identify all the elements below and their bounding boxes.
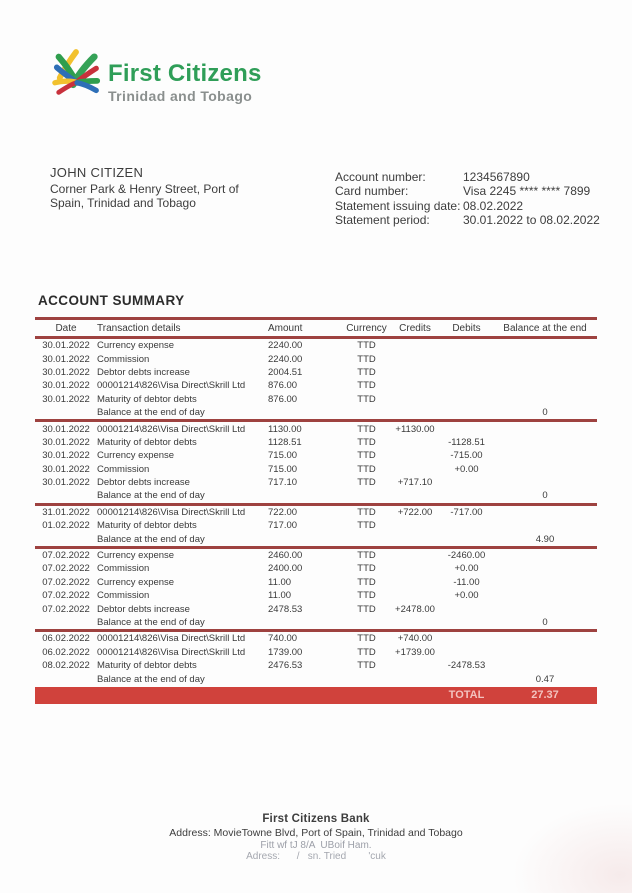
issuing-date-value: 08.02.2022 bbox=[463, 198, 524, 213]
cell-amount: 1739.00 bbox=[268, 646, 303, 658]
cell-details: Maturity of debtor debts bbox=[97, 436, 197, 448]
cell-debits: -2460.00 bbox=[447, 550, 486, 562]
table-row bbox=[35, 506, 597, 519]
cell-amount: 1128.51 bbox=[268, 436, 302, 448]
cell-date: 30.01.2022 bbox=[42, 380, 90, 392]
cell-date: 31.01.2022 bbox=[42, 506, 90, 518]
cell-debits: +0.00 bbox=[454, 590, 479, 602]
cell-currency: TTD bbox=[357, 436, 376, 448]
cell-date: 07.02.2022 bbox=[42, 563, 90, 575]
cell-currency: TTD bbox=[357, 450, 376, 462]
cell-amount: 876.00 bbox=[268, 393, 298, 405]
account-number-label: Account number: bbox=[335, 170, 426, 184]
cell-amount: 2460.00 bbox=[268, 550, 303, 562]
cell-currency: TTD bbox=[357, 423, 376, 435]
total-label: TOTAL bbox=[448, 689, 485, 702]
table-row bbox=[35, 576, 597, 589]
cell-currency: TTD bbox=[357, 633, 376, 645]
balance-of-day-value: 0 bbox=[542, 617, 548, 628]
cell-details: Currency expense bbox=[97, 550, 175, 562]
column-header: Date bbox=[55, 322, 77, 334]
balance-of-day-value: 0.47 bbox=[535, 673, 555, 685]
table-row bbox=[35, 352, 597, 365]
table-row bbox=[35, 659, 597, 672]
first-citizens-logo-icon bbox=[52, 47, 102, 107]
account-number-value: 1234567890 bbox=[463, 170, 530, 184]
balance-of-day-row bbox=[35, 532, 597, 545]
table-row bbox=[35, 602, 597, 615]
card-number-label: Card number: bbox=[335, 184, 409, 199]
cell-amount: 722.00 bbox=[268, 506, 298, 518]
balance-of-day-label: Balance at the end of day bbox=[97, 617, 205, 628]
table-row bbox=[35, 339, 597, 352]
cell-details: Debtor debts increase bbox=[97, 366, 190, 378]
table-row bbox=[35, 549, 597, 562]
cell-currency: TTD bbox=[357, 520, 376, 532]
cell-currency: TTD bbox=[357, 576, 376, 588]
balance-of-day-label: Balance at the end of day bbox=[97, 407, 205, 419]
cell-debits: -717.00 bbox=[450, 506, 483, 518]
column-header: Transaction details bbox=[97, 322, 181, 334]
cell-amount: 2478.53 bbox=[268, 603, 303, 615]
statement-info-row bbox=[335, 184, 600, 198]
footer-scan-artifact-line1: Fitt wf tJ 8/A UBoif Ham. bbox=[260, 840, 372, 851]
cell-credits: +2478.00 bbox=[395, 603, 435, 615]
cell-currency: TTD bbox=[357, 550, 376, 562]
cell-amount: 1130.00 bbox=[268, 423, 302, 435]
cell-amount: 2476.53 bbox=[268, 660, 303, 672]
table-row bbox=[35, 519, 597, 532]
footer bbox=[0, 813, 632, 862]
cell-credits: +717.10 bbox=[397, 477, 433, 489]
balance-of-day-value: 4.90 bbox=[535, 533, 555, 545]
cell-details: Currency expense bbox=[97, 340, 175, 352]
account-holder-block bbox=[50, 166, 239, 210]
cell-details: 00001214\826\Visa Direct\Skrill Ltd bbox=[97, 633, 246, 645]
cell-currency: TTD bbox=[357, 646, 376, 658]
cell-amount: 715.00 bbox=[268, 463, 298, 475]
statement-period-label: Statement period: bbox=[335, 213, 430, 228]
issuing-date-label: Statement issuing date: bbox=[335, 198, 461, 213]
table-row bbox=[35, 476, 597, 489]
footer-bank-address: Address: MovieTowne Blvd, Port of Spain, Trinidad and Tobago bbox=[169, 827, 463, 839]
balance-of-day-label: Balance at the end of day bbox=[97, 673, 205, 685]
cell-debits: -1128.51 bbox=[448, 436, 485, 448]
cell-date: 06.02.2022 bbox=[42, 646, 90, 658]
cell-debits: -11.00 bbox=[453, 576, 480, 588]
balance-of-day-value: 0 bbox=[542, 490, 548, 502]
cell-details: Maturity of debtor debts bbox=[97, 520, 197, 532]
cell-date: 30.01.2022 bbox=[42, 450, 90, 462]
statement-info-row bbox=[335, 170, 600, 184]
cell-details: Commission bbox=[97, 563, 150, 575]
cell-date: 07.02.2022 bbox=[42, 576, 90, 588]
table-row bbox=[35, 422, 597, 435]
cell-date: 07.02.2022 bbox=[42, 550, 90, 562]
cell-date: 01.02.2022 bbox=[42, 520, 90, 532]
cell-amount: 2240.00 bbox=[268, 353, 303, 365]
cell-details: Maturity of debtor debts bbox=[97, 660, 197, 672]
balance-of-day-label: Balance at the end of day bbox=[97, 533, 205, 545]
cell-details: Maturity of debtor debts bbox=[97, 393, 197, 405]
cell-currency: TTD bbox=[357, 380, 376, 392]
cell-amount: 717.10 bbox=[268, 477, 298, 489]
cell-date: 07.02.2022 bbox=[42, 590, 90, 602]
balance-of-day-row bbox=[35, 489, 597, 502]
cell-details: 00001214\826\Visa Direct\Skrill Ltd bbox=[97, 423, 246, 435]
cell-details: 00001214\826\Visa Direct\Skrill Ltd bbox=[97, 506, 246, 518]
cell-date: 08.02.2022 bbox=[42, 660, 90, 672]
cell-amount: 876.00 bbox=[268, 380, 298, 392]
account-holder-address-line1: Corner Park & Henry Street, Port of bbox=[50, 182, 239, 196]
cell-date: 30.01.2022 bbox=[42, 423, 90, 435]
total-row bbox=[35, 687, 597, 704]
account-holder-address-line2: Spain, Trinidad and Tobago bbox=[50, 196, 196, 210]
cell-details: Commission bbox=[97, 590, 150, 602]
table-row bbox=[35, 449, 597, 462]
summary-table bbox=[35, 317, 597, 704]
cell-details: 00001214\826\Visa Direct\Skrill Ltd bbox=[97, 646, 246, 658]
cell-credits: +1130.00 bbox=[395, 423, 435, 435]
total-value: 27.37 bbox=[531, 689, 559, 702]
cell-details: Commission bbox=[97, 463, 150, 475]
column-header: Balance at the end bbox=[503, 322, 587, 334]
cell-details: 00001214\826\Visa Direct\Skrill Ltd bbox=[97, 380, 246, 392]
cell-currency: TTD bbox=[357, 477, 376, 489]
cell-details: Debtor debts increase bbox=[97, 477, 190, 489]
cell-date: 30.01.2022 bbox=[42, 477, 90, 489]
cell-date: 06.02.2022 bbox=[42, 633, 90, 645]
cell-debits: -715.00 bbox=[450, 450, 483, 462]
cell-currency: TTD bbox=[357, 563, 376, 575]
cell-date: 30.01.2022 bbox=[42, 393, 90, 405]
cell-details: Currency expense bbox=[97, 576, 175, 588]
statement-info-block bbox=[335, 170, 600, 228]
cell-debits: +0.00 bbox=[454, 563, 479, 575]
cell-credits: +740.00 bbox=[397, 633, 433, 645]
cell-credits: +1739.00 bbox=[395, 646, 435, 658]
logo-text bbox=[108, 47, 262, 107]
cell-date: 30.01.2022 bbox=[42, 366, 90, 378]
cell-currency: TTD bbox=[357, 353, 376, 365]
cell-amount: 2004.51 bbox=[268, 366, 303, 378]
table-row bbox=[35, 436, 597, 449]
balance-of-day-row bbox=[35, 406, 597, 419]
card-number-value: Visa 2245 **** **** 7899 bbox=[463, 184, 591, 199]
cell-amount: 740.00 bbox=[268, 633, 298, 645]
cell-date: 30.01.2022 bbox=[42, 436, 90, 448]
cell-amount: 11.00 bbox=[268, 590, 292, 602]
cell-currency: TTD bbox=[357, 590, 376, 602]
cell-amount: 717.00 bbox=[268, 520, 298, 532]
cell-details: Debtor debts increase bbox=[97, 603, 190, 615]
cell-debits: +0.00 bbox=[454, 463, 479, 475]
bank-logo bbox=[52, 47, 262, 107]
cell-debits: -2478.53 bbox=[447, 660, 486, 672]
table-row bbox=[35, 562, 597, 575]
column-header: Credits bbox=[399, 322, 431, 334]
table-row bbox=[35, 646, 597, 659]
table-row bbox=[35, 632, 597, 645]
brand-region: Trinidad and Tobago bbox=[108, 88, 253, 105]
footer-scan-artifact-line2: Adress: / sn. Tried 'cuk bbox=[246, 851, 386, 862]
statement-info-row bbox=[335, 213, 600, 227]
cell-currency: TTD bbox=[357, 506, 376, 518]
column-header: Amount bbox=[268, 322, 303, 334]
account-summary-title: ACCOUNT SUMMARY bbox=[38, 293, 185, 308]
balance-of-day-row bbox=[35, 672, 597, 685]
cell-currency: TTD bbox=[357, 393, 376, 405]
cell-date: 07.02.2022 bbox=[42, 603, 90, 615]
table-row bbox=[35, 366, 597, 379]
cell-currency: TTD bbox=[357, 603, 376, 615]
statement-info-row bbox=[335, 199, 600, 213]
table-row bbox=[35, 589, 597, 602]
column-header: Currency bbox=[346, 322, 387, 334]
cell-credits: +722.00 bbox=[397, 506, 433, 518]
balance-of-day-row bbox=[35, 616, 597, 629]
cell-amount: 11.00 bbox=[268, 576, 292, 588]
table-row bbox=[35, 379, 597, 392]
table-row bbox=[35, 393, 597, 406]
cell-amount: 2240.00 bbox=[268, 340, 303, 352]
cell-amount: 715.00 bbox=[268, 450, 298, 462]
balance-of-day-value: 0 bbox=[542, 407, 548, 419]
column-header: Debits bbox=[452, 322, 481, 334]
footer-bank-name: First Citizens Bank bbox=[262, 813, 370, 825]
statement-period-value: 30.01.2022 to 08.02.2022 bbox=[463, 213, 600, 228]
cell-date: 30.01.2022 bbox=[42, 340, 90, 352]
cell-amount: 2400.00 bbox=[268, 563, 303, 575]
cell-date: 30.01.2022 bbox=[42, 353, 90, 365]
cell-details: Currency expense bbox=[97, 450, 175, 462]
cell-currency: TTD bbox=[357, 463, 376, 475]
cell-date: 30.01.2022 bbox=[42, 463, 90, 475]
table-header-row bbox=[35, 320, 597, 336]
cell-currency: TTD bbox=[357, 660, 376, 672]
cell-currency: TTD bbox=[357, 340, 376, 352]
brand-name: First Citizens bbox=[108, 60, 262, 87]
table-row bbox=[35, 463, 597, 476]
account-holder-name: JOHN CITIZEN bbox=[50, 165, 144, 180]
cell-details: Commission bbox=[97, 353, 150, 365]
cell-currency: TTD bbox=[357, 366, 376, 378]
balance-of-day-label: Balance at the end of day bbox=[97, 490, 205, 502]
